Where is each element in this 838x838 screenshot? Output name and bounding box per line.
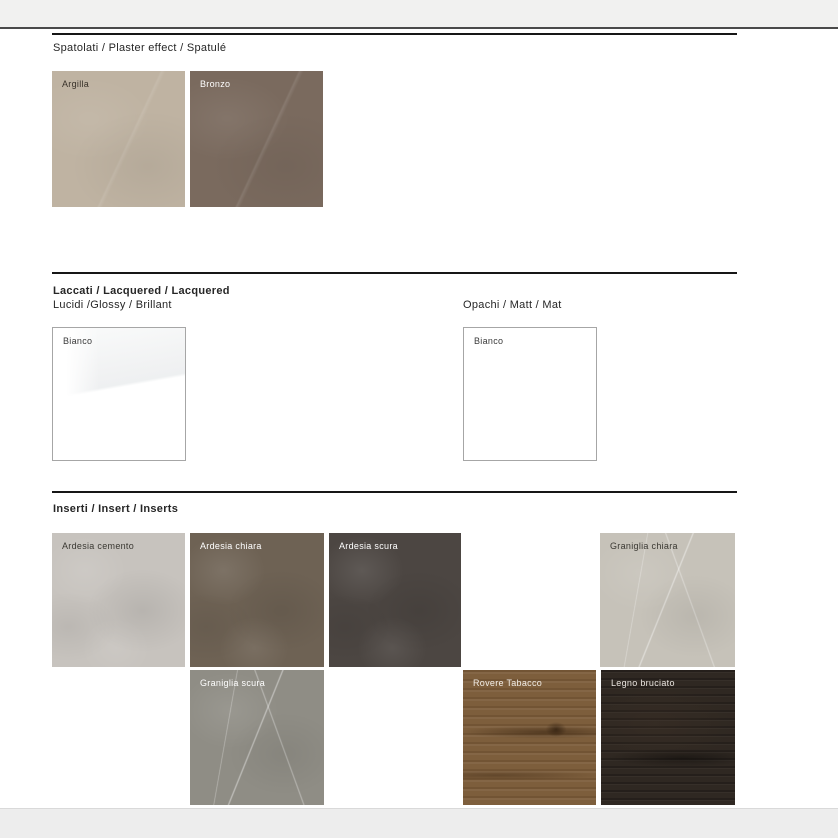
swatch-label: Bianco — [63, 336, 93, 346]
swatch-rovere-tabacco — [463, 670, 596, 805]
swatch-label: Ardesia cemento — [62, 541, 135, 551]
swatch-label: Ardesia chiara — [200, 541, 262, 551]
swatch-legno-bruciato — [601, 670, 735, 805]
subgroup-title-opachi: Opachi / Matt / Mat — [463, 299, 562, 311]
section-title-spatolati: Spatolati / Plaster effect / Spatulé — [53, 42, 227, 54]
swatch-bianco-opaco — [463, 327, 597, 461]
swatch-bianco-lucido — [52, 327, 186, 461]
section-divider — [52, 491, 737, 493]
swatch-label: Argilla — [62, 79, 90, 89]
swatch-bronzo — [190, 71, 323, 207]
swatch-label: Bianco — [474, 336, 504, 346]
swatch-label: Graniglia chiara — [610, 541, 678, 551]
swatch-ardesia-chiara — [190, 533, 324, 667]
section-divider — [52, 33, 737, 35]
swatch-label: Bronzo — [200, 79, 231, 89]
swatch-label: Legno bruciato — [611, 678, 675, 688]
swatch-ardesia-cemento — [52, 533, 185, 667]
swatch-argilla — [52, 71, 185, 207]
section-title-laccati: Laccati / Lacquered / Lacquered — [53, 285, 230, 297]
viewer-top-band — [0, 0, 838, 29]
section-divider — [52, 272, 737, 274]
swatch-label: Rovere Tabacco — [473, 678, 543, 688]
section-title-inserti: Inserti / Insert / Inserts — [53, 503, 179, 515]
swatch-graniglia-scura — [190, 670, 324, 805]
viewer-bottom-band — [0, 808, 838, 838]
swatch-ardesia-scura — [329, 533, 461, 667]
subgroup-title-lucidi: Lucidi /Glossy / Brillant — [53, 299, 172, 311]
swatch-graniglia-chiara — [600, 533, 735, 667]
swatch-label: Ardesia scura — [339, 541, 398, 551]
swatch-label: Graniglia scura — [200, 678, 266, 688]
